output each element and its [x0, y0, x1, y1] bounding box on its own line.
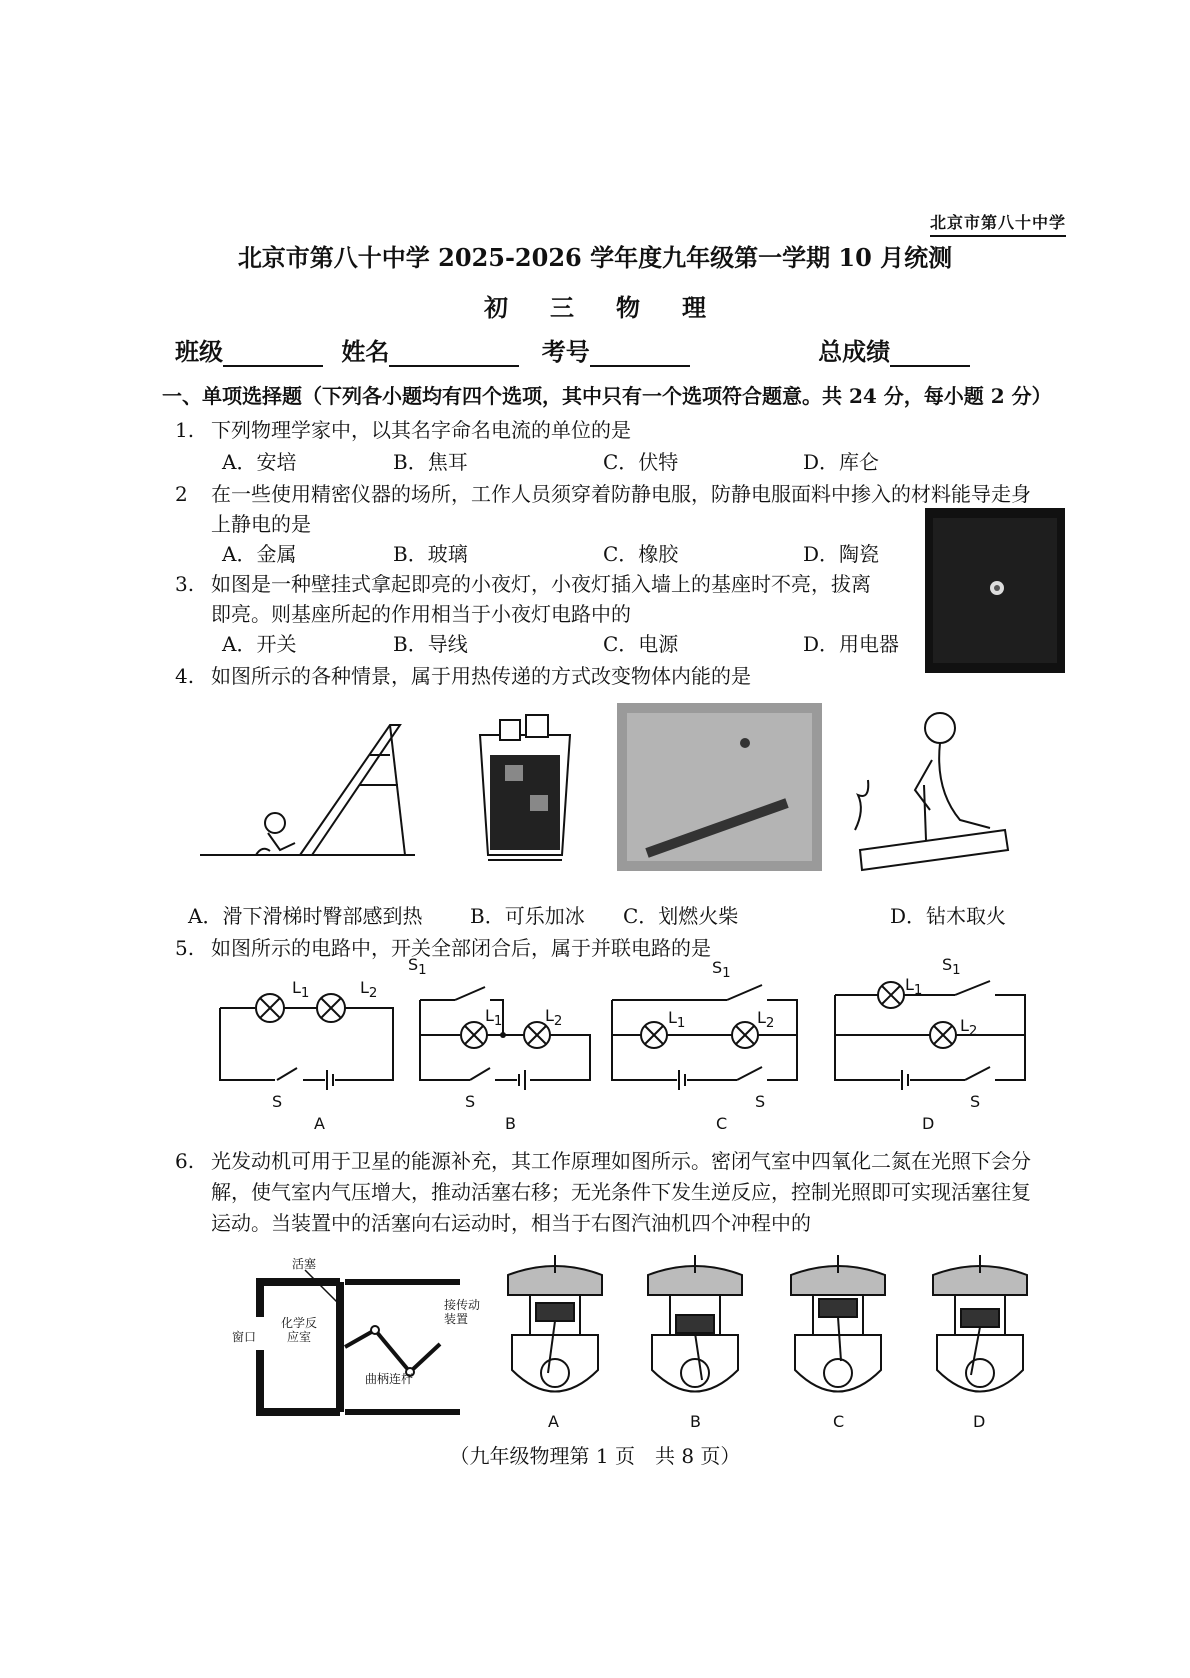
label-s1: $S_1$: [712, 958, 731, 982]
school-stamp: 北京市第八十中学: [930, 210, 1066, 237]
question-text: 如图所示的电路中，开关全部闭合后，属于并联电路的是: [211, 936, 711, 960]
exam-title: 北京市第八十中学 2025-2026 学年度九年级第一学期 10 月统测: [237, 243, 953, 272]
question-4: [175, 660, 751, 689]
question-number: 3.: [175, 572, 195, 596]
label-s1: $S_1$: [408, 955, 427, 979]
engine-stroke-b: [640, 1255, 750, 1410]
class-label: 班级: [175, 337, 223, 366]
option-d[interactable]: D．库仑: [803, 450, 880, 474]
label-s: S: [272, 1092, 283, 1111]
class-blank[interactable]: [223, 343, 323, 367]
circuit-c: [607, 975, 802, 1110]
question-number: 5.: [175, 936, 195, 960]
section-heading: 一、单项选择题（下列各小题均有四个选项，其中只有一个选项符合题意。共 24 分，每小题 2 分）: [162, 384, 1052, 408]
question-2-text-cont: 上静电的是: [211, 512, 311, 536]
question-text: 下列物理学家中，以其名字命名电流的单位的是: [211, 418, 631, 442]
option-c[interactable]: C．伏特: [603, 450, 679, 474]
question-6-text-cont: 解，使气室内气压增大，推动活塞右移；无光条件下发生逆反应，控制光照即可实现活塞往复: [211, 1180, 1031, 1204]
exam-subject: 初三物理: [484, 293, 748, 322]
drill-fire-illustration: [840, 700, 1015, 875]
label-s: S: [970, 1092, 981, 1111]
engine-label-b[interactable]: B: [690, 1412, 701, 1431]
night-light-photo: [925, 508, 1065, 673]
total-score-label: 总成绩: [818, 337, 891, 366]
circuit-label-d[interactable]: D: [922, 1114, 935, 1133]
label-transmission: 接传动装置: [444, 1298, 481, 1326]
question-text: 光发动机可用于卫星的能源补充，其工作原理如图所示。密闭气室中四氧化二氮在光照下会分: [211, 1149, 1031, 1173]
label-l1: $L_1$: [668, 1008, 686, 1032]
total-score-blank[interactable]: [890, 343, 970, 367]
question-text: 如图所示的各种情景，属于用热传递的方式改变物体内能的是: [211, 664, 751, 688]
question-3-text-cont: 即亮。则基座所起的作用相当于小夜灯电路中的: [211, 602, 631, 626]
engine-label-c[interactable]: C: [833, 1412, 845, 1431]
label-s1: $S_1$: [942, 955, 961, 979]
q4-caption-d[interactable]: D．钻木取火: [890, 904, 1007, 928]
question-text: 如图是一种壁挂式拿起即亮的小夜灯，小夜灯插入墙上的基座时不亮，拔离: [211, 572, 871, 596]
match-photo: [617, 703, 822, 871]
engine-label-a[interactable]: A: [548, 1412, 559, 1431]
q4-caption-b[interactable]: B．可乐加冰: [470, 904, 585, 928]
option-a[interactable]: A．开关: [222, 632, 297, 656]
question-3: [175, 568, 871, 597]
label-l1: $L_1$: [292, 978, 310, 1002]
light-engine-diagram: [245, 1262, 475, 1427]
option-a[interactable]: A．安培: [222, 450, 297, 474]
circuit-label-b[interactable]: B: [505, 1114, 516, 1133]
circuit-label-c[interactable]: C: [716, 1114, 728, 1133]
question-number: 6.: [175, 1149, 195, 1173]
question-number: 1.: [175, 418, 195, 442]
label-piston: 活塞: [292, 1257, 317, 1271]
name-label: 姓名: [341, 337, 390, 366]
engine-stroke-d: [925, 1255, 1035, 1410]
option-d[interactable]: D．用电器: [803, 632, 900, 656]
q4-caption-c[interactable]: C．划燃火柴: [623, 904, 739, 928]
engine-label-d[interactable]: D: [973, 1412, 986, 1431]
label-window: 窗口: [232, 1330, 257, 1344]
student-info-row: [175, 332, 995, 367]
label-l2: $L_2$: [360, 978, 378, 1002]
question-number: 4.: [175, 664, 195, 688]
label-chemical-chamber: 化学反应室: [280, 1316, 317, 1344]
label-crank: 曲柄连杆: [365, 1372, 414, 1386]
option-d[interactable]: D．陶瓷: [803, 542, 880, 566]
option-c[interactable]: C．电源: [603, 632, 679, 656]
option-b[interactable]: B．玻璃: [393, 542, 468, 566]
slide-illustration: [200, 705, 415, 870]
engine-stroke-a: [500, 1255, 610, 1410]
circuit-b: [415, 975, 595, 1110]
label-l1: $L_1$: [905, 975, 923, 999]
question-2: [175, 478, 1031, 507]
option-c[interactable]: C．橡胶: [603, 542, 679, 566]
exam-no-blank[interactable]: [590, 343, 690, 367]
label-l2: $L_2$: [545, 1006, 563, 1030]
circuit-label-a[interactable]: A: [314, 1114, 325, 1133]
label-s: S: [465, 1092, 476, 1111]
question-number: 2: [175, 482, 188, 506]
name-blank[interactable]: [389, 343, 519, 367]
circuit-d: [830, 975, 1030, 1110]
option-b[interactable]: B．焦耳: [393, 450, 468, 474]
label-l2: $L_2$: [960, 1016, 978, 1040]
engine-stroke-c: [783, 1255, 893, 1410]
label-l1: $L_1$: [485, 1006, 503, 1030]
option-b[interactable]: B．导线: [393, 632, 468, 656]
q4-caption-a[interactable]: A．滑下滑梯时臀部感到热: [188, 904, 423, 928]
question-6: [175, 1145, 1031, 1174]
label-s: S: [755, 1092, 766, 1111]
exam-no-label: 考号: [541, 337, 590, 366]
cola-ice-illustration: [470, 705, 580, 870]
option-a[interactable]: A．金属: [222, 542, 297, 566]
question-6-text-cont2: 运动。当装置中的活塞向右运动时，相当于右图汽油机四个冲程中的: [211, 1211, 811, 1235]
question-5: [175, 932, 711, 961]
label-l2: $L_2$: [757, 1008, 775, 1032]
question-1: [175, 414, 631, 443]
page-footer: （九年级物理第 1 页 共 8 页）: [449, 1444, 741, 1468]
question-text: 在一些使用精密仪器的场所，工作人员须穿着防静电服，防静电服面料中掺入的材料能导走身: [211, 482, 1031, 506]
